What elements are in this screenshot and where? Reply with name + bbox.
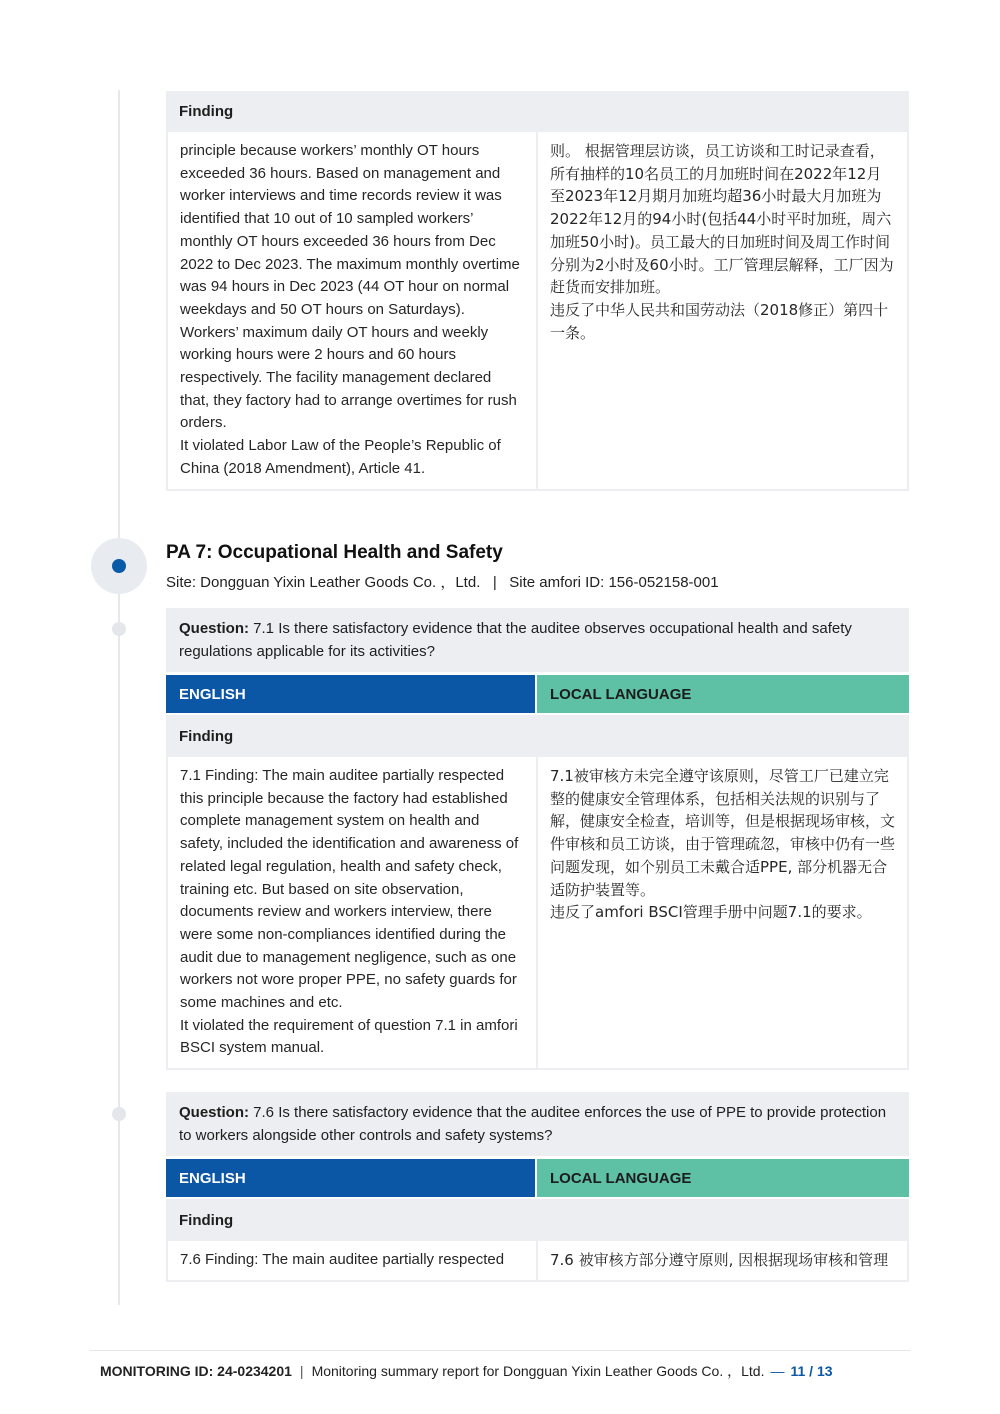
finding-local-text — [538, 757, 907, 1068]
finding-header: Finding — [166, 91, 909, 132]
english-header: ENGLISH — [166, 675, 537, 713]
finding-body — [166, 757, 909, 1070]
section-title: PA 7: Occupational Health and Safety — [166, 542, 503, 563]
footer-dash: — — [770, 1363, 785, 1379]
timeline-line — [118, 90, 120, 1305]
question-text: 7.1 Is there satisfactory evidence that the auditee observes occupational health and safety regulations applicable for its activities? — [179, 620, 852, 660]
language-header-row — [166, 675, 909, 713]
question-7-1 — [166, 608, 909, 672]
finding-local-paragraph: 7.1被审核方未完全遵守该原则，尽管工厂已建立完整的健康安全管理体系，包括相关法规的识别与了解，健康安全检查，培训等，但是根据现场审核，文件审核和员工访谈，由于管理疏忽，审核中仍有一些问题发现，如个别员工未戴合适PPE, 部分机器无合适防护装置等。 — [550, 767, 896, 899]
finding-english-text — [168, 757, 538, 1068]
finding-english-paragraph: principle because workers’ monthly OT hours exceeded 36 hours. Based on management and worker interviews and time records review it was identified that 10 out of 10 sampled workers’ monthly OT hours exceeded 36 hours from Dec 2022 to Dec 2023. The maximum monthly overtime was 94 hours in Dec 2023 (44 OT hour on normal weekdays and 50 OT hours on Saturdays). Workers’ maximum daily OT hours and weekly working hours were 2 hours and 60 hours respectively. The facility management declared that, they factory had to arrange overtimes for rush orders. — [180, 142, 520, 432]
finding-local-paragraph: 违反了amfori BSCI管理手册中问题7.1的要求。 — [550, 903, 872, 922]
question-label: Question: — [179, 620, 249, 637]
finding-english-paragraph: It violated Labor Law of the People’s Republic of China (2018 Amendment), Article 41. — [180, 437, 501, 477]
finding-local-paragraph: 违反了中华人民共和国劳动法（2018修正）第四十一条。 — [550, 300, 889, 342]
monitoring-id: MONITORING ID: 24-0234201 — [100, 1363, 292, 1379]
english-header: ENGLISH — [166, 1159, 537, 1197]
footer-divider — [90, 1350, 910, 1351]
finding-english-paragraph: 7.1 Finding: The main auditee partially respected this principle because the factory had established complete management system on health and safety, included the identification and awareness of related legal regulation, health and safety check, training etc. But based on site observation, documents review and workers interview, there were some non-compliances identified during the audit due to management negligence, such as one workers not wore proper PPE, no safety guards for some machines and etc. — [180, 767, 519, 1012]
finding-body — [166, 132, 909, 491]
finding-body — [166, 1241, 909, 1282]
page-footer — [100, 1361, 909, 1381]
finding-local-paragraph: 7.6 被审核方部分遵守原则, 因根据现场审核和管理 — [550, 1251, 889, 1269]
section-marker-dot — [112, 559, 126, 573]
question-7-6 — [166, 1092, 909, 1156]
page-number: 11 / 13 — [790, 1363, 833, 1379]
finding-header: Finding — [166, 715, 909, 757]
finding-local-paragraph: 则。 根据管理层访谈，员工访谈和工时记录查看，所有抽样的10名员工的月加班时间在2022年12月至2023年12月期月加班均超36小时最大月加班为2022年12月的94小时(包括44小时平时加班，周六加班50小时)。员工最大的日加班时间及周工作时间分别为2小时及60小时。工厂管理层解释，工厂因为赶货而安排加班。 — [550, 142, 894, 297]
finding-english-paragraph: 7.6 Finding: The main auditee partially respected — [180, 1251, 505, 1268]
finding-header: Finding — [166, 1199, 909, 1241]
question-marker-7-1 — [112, 622, 126, 636]
question-block-7-6 — [166, 1092, 909, 1282]
question-label: Question: — [179, 1104, 249, 1121]
finding-local-text — [538, 1241, 907, 1280]
question-block-7-1 — [166, 608, 909, 1070]
finding-english-text — [168, 1241, 538, 1280]
footer-separator: | — [299, 1363, 304, 1379]
finding-english-paragraph: It violated the requirement of question 7.1 in amfori BSCI system manual. — [180, 1016, 518, 1057]
local-language-header: LOCAL LANGUAGE — [537, 1159, 909, 1197]
report-title: Monitoring summary report for Dongguan Yixin Leather Goods Co. ，Ltd. — [311, 1363, 765, 1379]
section-marker — [91, 538, 147, 594]
language-header-row — [166, 1159, 909, 1197]
question-marker-7-6 — [112, 1107, 126, 1121]
finding-block-continued — [166, 91, 909, 491]
question-text: 7.6 Is there satisfactory evidence that the auditee enforces the use of PPE to provide protection to workers alongside other controls and safety systems? — [179, 1104, 887, 1144]
local-language-header: LOCAL LANGUAGE — [537, 675, 909, 713]
section-site-info: Site: Dongguan Yixin Leather Goods Co. ，Ltd. | Site amfori ID: 156-052158-001 — [166, 574, 719, 591]
finding-english-text — [168, 132, 538, 489]
finding-local-text — [538, 132, 907, 489]
